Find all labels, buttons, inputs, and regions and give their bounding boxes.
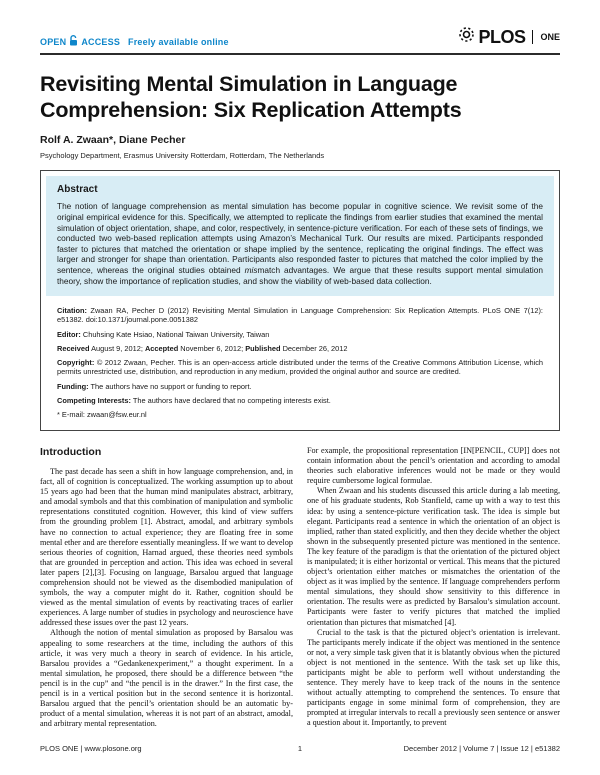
funding-line (57, 382, 543, 392)
published-label: Published (245, 343, 281, 353)
abstract-section (46, 176, 554, 296)
copyright-text: © 2012 Zwaan, Pecher. This is an open-access article distributed under the terms of the Creative Commons Attribution License, which permits unrestricted use, distribution, and reproduction in any medium, provided the original author and source are credited. (57, 357, 543, 377)
open-access-access-label: ACCESS (81, 36, 121, 47)
citation-line (57, 306, 543, 325)
intro-paragraph-5: Crucial to the task is that the pictured object’s orientation is irrelevant. The participants merely indicate if the object was mentioned in the sentence or not, a very simple task given that it is blatantly obvious when the pictured object is not mentioned in the sentence. With the task set up like this, participants might be able to perform well without understanding the sentence. They merely have to keep track of the nouns in the sentence without actually attempting to comprehend the sentences. To ensure that participants engage in some minimal form of comprehension, they are prompted at irregular intervals to recall a previously seen sentence or answer a question about it. Importantly, to prevent (307, 627, 560, 728)
abstract-text (57, 201, 543, 286)
email-line: * E-mail: zwaan@fsw.eur.nl (57, 409, 147, 419)
citation-text: Zwaan RA, Pecher D (2012) Revisiting Mental Simulation in Language Comprehension: Six Replication Attempts. PLoS ONE 7(12): e51382. doi:10.1371/journal.pone.0051382 (57, 305, 543, 325)
article-authors: Rolf A. Zwaan*, Diane Pecher (40, 134, 186, 147)
citation-label: Citation: (57, 305, 87, 315)
abstract-text-part1: The notion of language comprehension as mental simulation has become popular in cognitive science. We revisit some of the original empirical evidence for this. Specifically, we attempted to replicate the findings from earlier studies that examined the mental simulation of object orientation, shape, and color, respectively, in sentence-picture verification. For each of these sets of findings, we conducted two web-based replication attempts using Amazon’s Mechanical Turk. Our results are mixed. Participants responded faster to pictures that matched the orientation or shape implied by the sentence, replicating the original findings. The effect was larger and stronger for shape than orientation. Participants also responded faster to pictures that matched the color implied by the sentence, whereas the original studies obtained (57, 201, 543, 276)
intro-paragraph-3: For example, the propositional representation [IN[PENCIL, CUP]] does not contain information about the pencil’s orientation and according to amodal theories such elaborative inferences would not be made or they would require cumbersome logical formulae. (307, 445, 560, 486)
published-date: December 26, 2012 (280, 343, 348, 353)
copyright-line (57, 358, 543, 377)
open-access-banner (40, 35, 229, 48)
abstract-text-part2: match advantages. We argue that these results support mental simulation theory, show the importance of replication studies, and show the viability of web-based data collection. (57, 265, 543, 286)
left-column (40, 446, 293, 729)
competing-interests-text: The authors have declared that no competing interests exist. (130, 395, 331, 405)
introduction-heading: Introduction (40, 445, 102, 458)
article-body (40, 446, 560, 729)
page-header (40, 26, 560, 48)
open-access-open-label: OPEN (40, 36, 67, 47)
abstract-heading: Abstract (57, 184, 98, 196)
competing-interests-line (57, 396, 543, 406)
dates-line (57, 344, 543, 354)
intro-paragraph-2: Although the notion of mental simulation as proposed by Barsalou was appealing to some researchers at the time, including the authors of this article, it was very much a theory in search of evidence. In his article, Barsalou provides a “Gedankenexperiment,” a thought experiment. In a mental simulation, he proposed, there should be a difference between “the pencil is in the cup” and “the pencil is in the drawer.” In the first case, the pencil is in a vertical position but in the second sentence it is horizontal. Barsalou argued that the pencil’s orientation should be an automatic by-product of a mental simulation, whereas it is not part of an abstract, amodal, and arbitrary mental representation. (40, 628, 293, 729)
abstract-box (40, 170, 560, 431)
editor-line (57, 330, 543, 340)
article-title: Revisiting Mental Simulation in Language Comprehension: Six Replication Attempts (40, 72, 462, 123)
editor-label: Editor: (57, 329, 81, 339)
received-date: August 9, 2012; (89, 343, 145, 353)
article-metadata (46, 296, 554, 428)
editor-text: Chuhsing Kate Hsiao, National Taiwan University, Taiwan (80, 329, 270, 339)
abstract-italic-word: mis (244, 265, 258, 276)
header-rule (40, 53, 560, 55)
funding-text: The authors have no support or funding to report. (88, 381, 252, 391)
footer-issue-info: December 2012 | Volume 7 | Issue 12 | e51382 (403, 744, 560, 753)
intro-paragraph-1: The past decade has seen a shift in how language comprehension, and, in fact, all of cognition is conceptualized. The working assumption up to about 15 years ago had been that the human mind manipulates abstract, arbitrary, and amodal symbols and that this combination of manipulation and symbolic representations constituted cognition. However, this kind of view suffers from the grounding problem [1]. Abstract, amodal, and arbitrary symbols have no connection to actual experience; they are floating free in some mental ether and are therefore essentially meaningless. If we want to develop serious theories of cognition, Harnad argued, these theories need symbols that are grounded in perception and action. This idea was echoed in several later papers [2],[3]. Focusing on language, Barsalou argued that language comprehension should not be viewed as the disembodied manipulation of symbols, the way a computer might do it. Rather, cognition should be viewed as the mental simulation of events by reactivating traces of earlier experiences. A large number of studies in psychology and neuroscience have addressed these issues over the past 12 years. (40, 466, 293, 628)
funding-label: Funding: (57, 381, 89, 391)
copyright-label: Copyright: (57, 357, 95, 367)
right-column (307, 446, 560, 729)
open-lock-icon (69, 35, 78, 48)
freely-available-label: Freely available online (128, 36, 229, 47)
footer-page-number: 1 (297, 744, 303, 753)
logo-divider (532, 30, 533, 44)
competing-interests-label: Competing Interests: (57, 395, 131, 405)
intro-paragraph-4: When Zwaan and his students discussed this article during a lab meeting, one of his graduate students, Rob Stanfield, came up with a way to test this idea: by using a sentence-picture verification task. The idea is simple but elegant. Participants read a sentence in which the orientation of an object is implied, rather than stated explicitly, and then they decide whether the object shown in the subsequently presented picture was mentioned in the sentence. The key feature of the paradigm is that the orientation of the pictured object is manipulated; it is either horizontal or vertical. This means that the pictured object’s orientation either matches or mismatches the orientation of the object as it was implied by the sentence. If language comprehenders perform mental simulations, they should show sensitivity to this difference in orientation. The results were as predicted by Barsalou’s simulation account. Participants were faster to verify pictures that matched the implied orientation than pictures that mismatched [4]. (307, 486, 560, 627)
accepted-date: November 6, 2012; (178, 343, 246, 353)
plos-wordmark: PLOS (478, 26, 526, 47)
footer-journal-url: PLOS ONE | www.plosone.org (40, 744, 142, 753)
accepted-label: Accepted (144, 343, 179, 353)
plos-one-label: ONE (540, 32, 560, 42)
received-label: Received (57, 343, 90, 353)
article-affiliation: Psychology Department, Erasmus University Rotterdam, Rotterdam, The Netherlands (40, 151, 325, 161)
page-footer (40, 744, 560, 753)
plos-gear-icon (458, 26, 475, 48)
plos-one-logo (458, 26, 560, 48)
